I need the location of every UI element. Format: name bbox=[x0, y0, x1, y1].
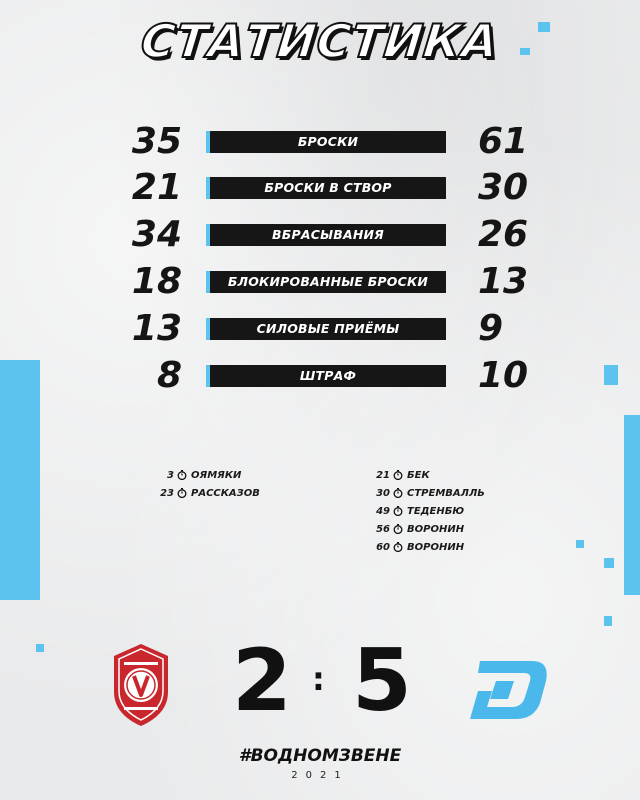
goal-minute: 30 bbox=[376, 488, 390, 499]
stat-label: ШТРАФ bbox=[206, 365, 446, 387]
goal-player: ОЯМЯКИ bbox=[191, 470, 242, 481]
accent-block bbox=[576, 540, 584, 548]
away-stat-value: 10 bbox=[478, 355, 529, 396]
accent-block bbox=[36, 644, 44, 652]
stat-label: СИЛОВЫЕ ПРИЁМЫ bbox=[206, 318, 446, 340]
goal-player: СТРЕМВАЛЛЬ bbox=[407, 488, 485, 499]
away-goal-item bbox=[366, 467, 430, 485]
stopwatch-icon bbox=[177, 470, 187, 480]
away-stat-value: 26 bbox=[478, 214, 529, 255]
stat-row bbox=[0, 309, 640, 349]
stopwatch-icon bbox=[393, 470, 403, 480]
goal-player: ТЕДЕНБЮ bbox=[407, 506, 465, 517]
away-stat-value: 30 bbox=[478, 167, 529, 208]
home-stat-value: 21 bbox=[131, 167, 182, 208]
home-goal-item bbox=[150, 485, 260, 503]
stopwatch-icon bbox=[393, 542, 403, 552]
stat-row bbox=[0, 356, 640, 396]
home-stat-value: 8 bbox=[156, 355, 182, 396]
goal-minute: 23 bbox=[160, 488, 174, 499]
goal-player: ВОРОНИН bbox=[407, 542, 465, 553]
away-goal-item bbox=[366, 539, 464, 557]
page-title: СТАТИСТИКА bbox=[138, 14, 502, 68]
home-goal-item bbox=[150, 467, 241, 485]
stat-label: БЛОКИРОВАННЫЕ БРОСКИ bbox=[206, 271, 446, 293]
stat-label: БРОСКИ bbox=[206, 131, 446, 153]
accent-block bbox=[604, 558, 614, 568]
stat-row bbox=[0, 122, 640, 162]
stat-row bbox=[0, 168, 640, 208]
stopwatch-icon bbox=[177, 488, 187, 498]
goal-player: БЕК bbox=[407, 470, 430, 481]
home-score: 2 bbox=[232, 631, 292, 731]
home-stat-value: 13 bbox=[131, 308, 182, 349]
goal-minute: 21 bbox=[376, 470, 390, 481]
hashtag: #ВОДНОМЗВЕНЕ bbox=[238, 746, 402, 766]
away-score: 5 bbox=[352, 631, 412, 731]
stat-label: БРОСКИ В СТВОР bbox=[206, 177, 446, 199]
goal-minute: 49 bbox=[376, 506, 390, 517]
away-team-logo bbox=[466, 655, 556, 725]
score-separator: : bbox=[312, 660, 325, 698]
away-goal-item bbox=[366, 503, 464, 521]
stopwatch-icon bbox=[393, 524, 403, 534]
stopwatch-icon bbox=[393, 506, 403, 516]
stat-row bbox=[0, 262, 640, 302]
home-stat-value: 34 bbox=[131, 214, 182, 255]
goal-minute: 60 bbox=[376, 542, 390, 553]
stopwatch-icon bbox=[393, 488, 403, 498]
goal-player: ВОРОНИН bbox=[407, 524, 465, 535]
goal-player: РАССКАЗОВ bbox=[191, 488, 260, 499]
away-stat-value: 13 bbox=[478, 261, 529, 302]
accent-block bbox=[0, 360, 40, 600]
season-year: 2021 bbox=[291, 770, 349, 781]
accent-block bbox=[624, 415, 640, 595]
home-stat-value: 18 bbox=[131, 261, 182, 302]
away-goal-item bbox=[366, 521, 464, 539]
goal-minute: 56 bbox=[376, 524, 390, 535]
away-stat-value: 9 bbox=[478, 308, 504, 349]
away-goal-item bbox=[366, 485, 485, 503]
goal-minute: 3 bbox=[167, 470, 174, 481]
stat-label: ВБРАСЫВАНИЯ bbox=[206, 224, 446, 246]
home-team-logo bbox=[106, 640, 176, 730]
away-stat-value: 61 bbox=[478, 121, 529, 162]
stat-row bbox=[0, 215, 640, 255]
accent-block bbox=[604, 616, 612, 626]
home-stat-value: 35 bbox=[131, 121, 182, 162]
